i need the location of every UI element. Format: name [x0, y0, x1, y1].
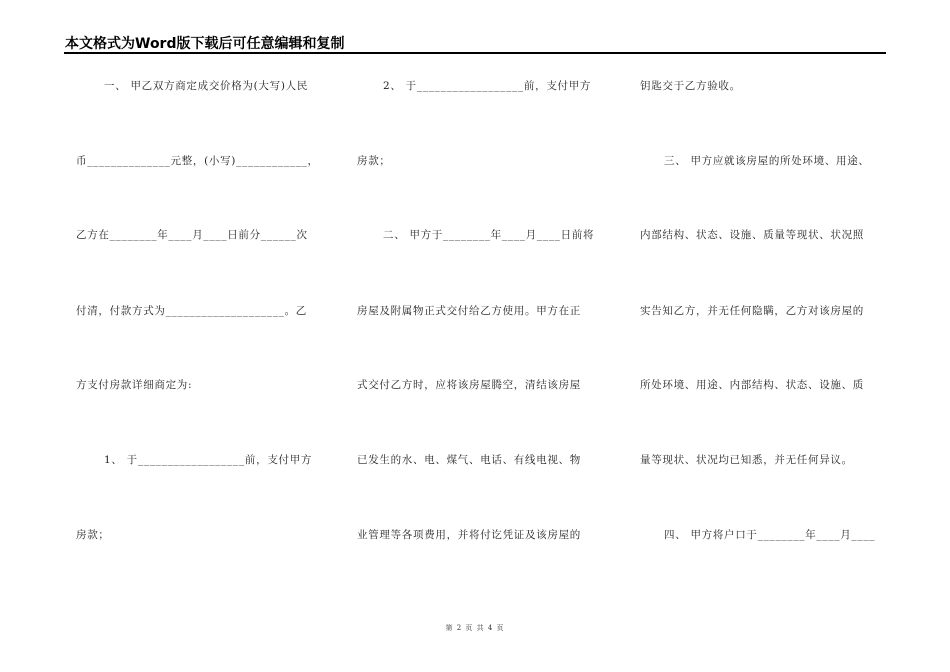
text-line: 二、 甲方于________年____月____日前将 — [383, 229, 595, 241]
text-line: 量等现状、状况均已知悉，并无任何异议。 — [640, 454, 853, 466]
text-line: 业管理等各项费用，并将付讫凭证及该房屋的 — [357, 529, 581, 541]
page-header-title: 本文格式为Word版下载后可任意编辑和复制 — [65, 36, 345, 52]
text-line: 2、 于__________________前，支付甲方 — [383, 80, 592, 92]
text-line: 所处环境、用途、内部结构、状态、设施、质 — [640, 379, 864, 391]
header-divider — [64, 52, 886, 54]
text-line: 一、 甲乙双方商定成交价格为(大写)人民 — [104, 80, 309, 92]
text-line: 式交付乙方时，应将该房屋腾空，清结该房屋 — [357, 379, 581, 391]
text-line: 已发生的水、电、煤气、电话、有线电视、物 — [357, 454, 581, 466]
text-line: 四、 甲方将户口于________年____月____ — [664, 529, 876, 541]
text-line: 房屋及附属物正式交付给乙方使用。甲方在正 — [357, 305, 581, 317]
text-line: 钥匙交于乙方验收。 — [640, 80, 741, 92]
text-line: 币______________元整，(小写)____________， — [76, 155, 319, 167]
text-line: 房款； — [76, 529, 110, 541]
text-line: 方支付房款详细商定为: — [76, 379, 193, 391]
text-line: 三、 甲方应就该房屋的所处环境、用途、 — [664, 155, 870, 167]
text-line: 付清，付款方式为____________________。乙 — [76, 305, 307, 317]
text-line: 1、 于__________________前，支付甲方 — [104, 454, 313, 466]
page-number-footer: 第 2 页 共 4 页 — [445, 624, 505, 632]
text-line: 房款； — [357, 155, 391, 167]
text-line: 内部结构、状态、设施、质量等现状、状况照 — [640, 229, 864, 241]
text-line: 乙方在________年____月____日前分______次 — [76, 229, 308, 241]
text-line: 实告知乙方，并无任何隐瞒，乙方对该房屋的 — [640, 305, 864, 317]
